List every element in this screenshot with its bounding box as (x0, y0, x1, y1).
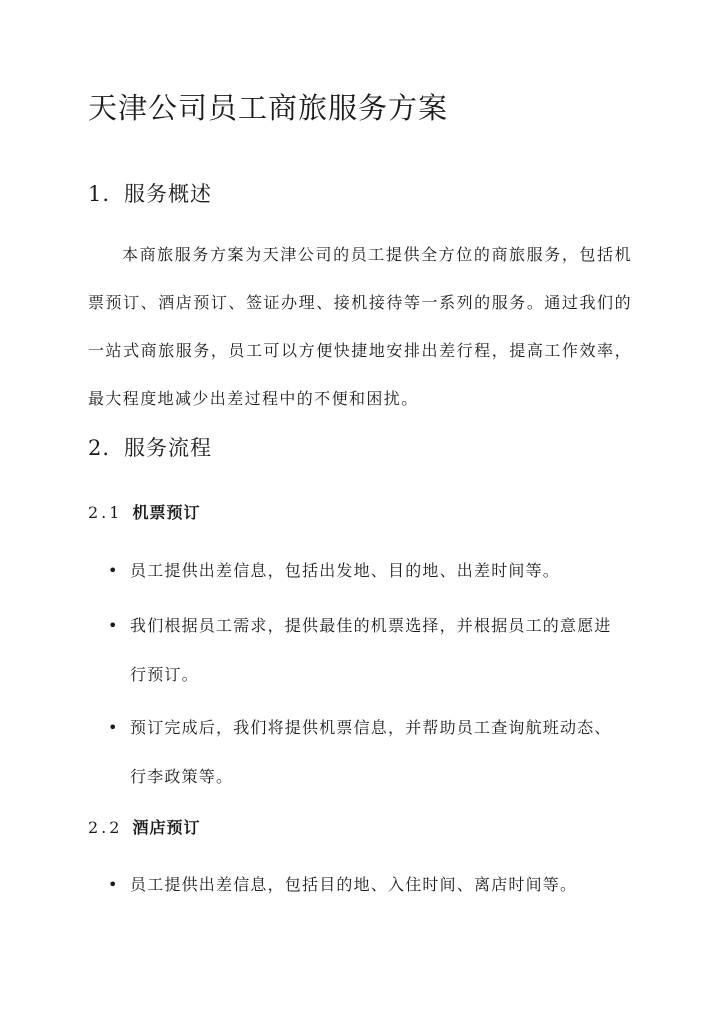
section-number: 2. (88, 436, 111, 460)
list-item-text: 我们根据员工需求，提供最佳的机票选择，并根据员工的意愿进行预订。 (130, 616, 612, 684)
section-heading-process (88, 432, 212, 462)
document-title: 天津公司员工商旅服务方案 (88, 91, 449, 125)
list-item (108, 601, 628, 699)
list-item (108, 703, 628, 801)
subsection-number: 2.2 (88, 818, 123, 837)
bullet-icon: • (108, 616, 119, 635)
section-title: 服务概述 (124, 182, 213, 206)
list-item (108, 546, 628, 595)
subsection-title: 酒店预订 (132, 818, 201, 837)
subsection-heading-flight (88, 500, 200, 523)
section-title: 服务流程 (124, 436, 213, 460)
list-item (108, 860, 628, 909)
bullet-icon: • (108, 718, 119, 737)
section-heading-overview (88, 178, 212, 208)
subsection-title: 机票预订 (132, 503, 201, 522)
section-number: 1. (88, 182, 111, 206)
list-item-text: 员工提供出差信息，包括目的地、入住时间、离店时间等。 (130, 875, 578, 894)
bullet-icon: • (108, 561, 119, 580)
bullet-icon: • (108, 875, 119, 894)
subsection-number: 2.1 (88, 503, 123, 522)
list-item-text: 员工提供出差信息，包括出发地、目的地、出差时间等。 (130, 561, 561, 580)
subsection-heading-hotel (88, 815, 200, 838)
overview-paragraph: 本商旅服务方案为天津公司的员工提供全方位的商旅服务，包括机票预订、酒店预订、签证办理、接机接待等一系列的服务。通过我们的一站式商旅服务，员工可以方便快捷地安排出差行程，提高工作效率，最大程度地减少出差过程中的不便和困扰。 (88, 245, 632, 408)
list-item-text: 预订完成后，我们将提供机票信息，并帮助员工查询航班动态、行李政策等。 (130, 718, 612, 786)
